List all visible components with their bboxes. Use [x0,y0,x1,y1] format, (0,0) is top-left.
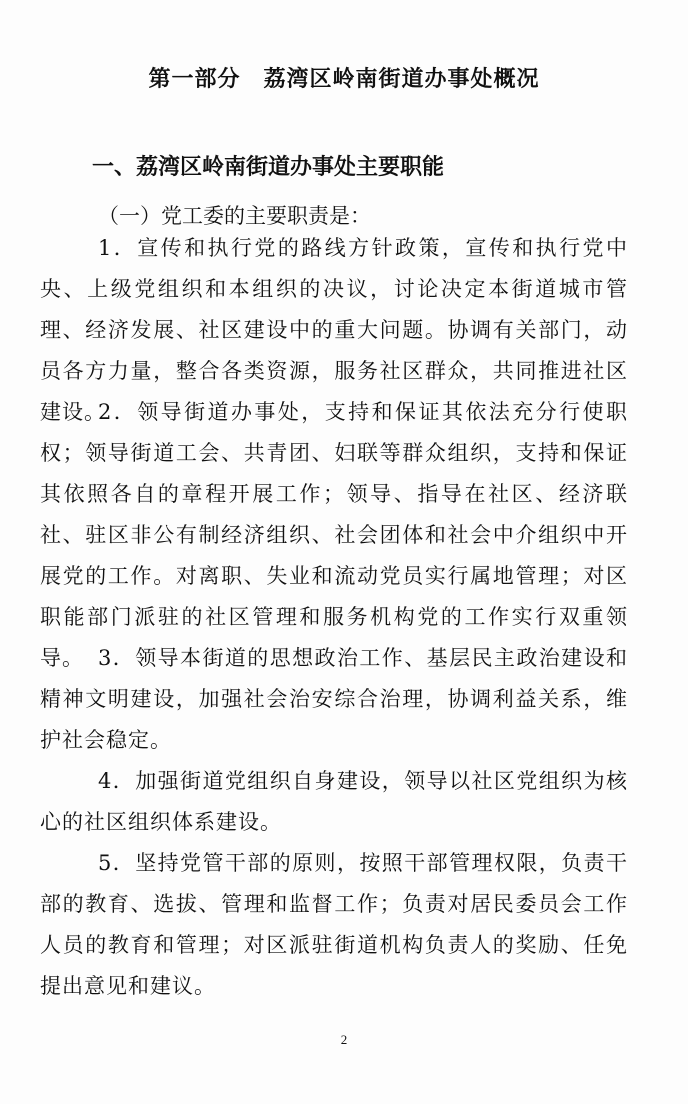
paragraph-3: 3．领导本街道的思想政治工作、基层民主政治建设和精神文明建设，加强社会治安综合治理，协调利益关系，维护社会稳定。 [40,646,628,752]
paragraph-5: 5．坚持党管干部的原则，按照干部管理权限，负责干部的教育、选拔、管理和监督工作；负责对居民委员会工作人员的教育和管理；对区派驻街道机构负责人的奖励、任免提出意见和建议。 [40,851,628,998]
paragraph-1: 1．宣传和执行党的路线方针政策，宣传和执行党中央、上级党组织和本组织的决议，讨论决定本街道城市管理、经济发展、社区建设中的重大问题。协调有关部门，动员各方力量，整合各类资源，服务社区群众，共同推进社区建设。 [40,236,628,424]
subsection-heading: （一）党工委的主要职责是： [98,204,371,228]
paragraph-4: 4．加强街道党组织自身建设，领导以社区党组织为核心的社区组织体系建设。 [40,769,628,834]
section-heading: 一、荔湾区岭南街道办事处主要职能 [92,154,445,180]
paragraph-2: 2．领导街道办事处，支持和保证其依法充分行使职权；领导街道工会、共青团、妇联等群众组织，支持和保证其依照各自的章程开展工作；领导、指导在社区、经济联社、驻区非公有制经济组织、社会团体和社会中介组织中开展党的工作。对离职、失业和流动党员实行属地管理；对区职能部门派驻的社区管理和服务机构党的工作实行双重领导。 [40,400,628,670]
page-number: 2 [340,1032,348,1047]
page-title: 第一部分 荔湾区岭南街道办事处概况 [148,66,540,92]
